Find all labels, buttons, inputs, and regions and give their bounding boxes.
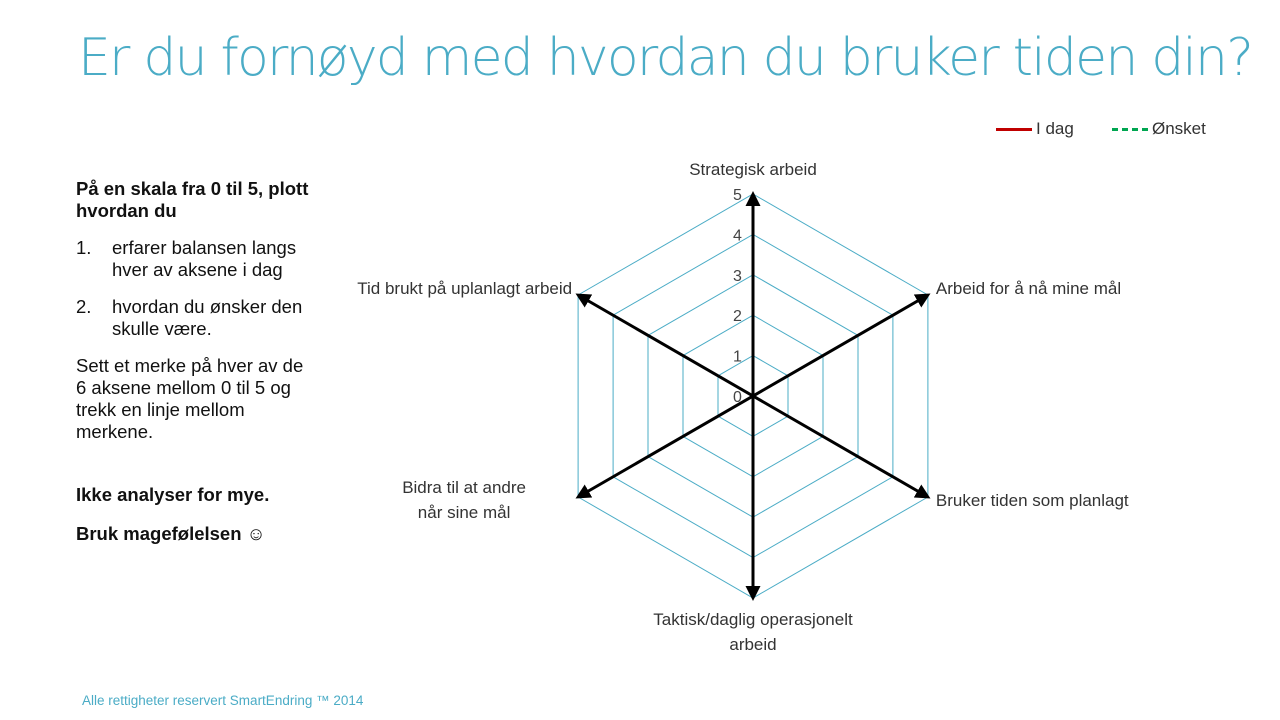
radar-scale-ticks xyxy=(733,187,742,406)
radar-axis-labels xyxy=(357,160,1129,654)
axis-label-line: når sine mål xyxy=(417,503,511,522)
axis-label-line: Strategisk arbeid xyxy=(689,160,817,179)
copyright-footer: Alle rettigheter reservert SmartEndring ™ 2014 xyxy=(82,693,364,708)
list-item-text: hvordan du ønsker den skulle være. xyxy=(112,296,303,339)
axis-label-line: arbeid xyxy=(729,635,777,654)
axis-label-line: Bidra til at andre xyxy=(402,478,526,497)
axis-label xyxy=(402,478,526,522)
list-item-number: 2. xyxy=(76,296,92,317)
legend-label-today: I dag xyxy=(1036,119,1074,138)
radar-axes xyxy=(578,194,928,598)
axis-label-line: Arbeid for å nå mine mål xyxy=(935,279,1122,298)
axis-label xyxy=(653,610,853,654)
tick-label: 1 xyxy=(733,348,742,366)
axis-label xyxy=(936,491,1129,510)
legend-label-desired: Ønsket xyxy=(1152,119,1206,138)
axis-label-line: Bruker tiden som planlagt xyxy=(935,491,1129,510)
tick-label: 4 xyxy=(733,227,742,245)
tick-label: 2 xyxy=(733,308,742,326)
list-item-text: erfarer balansen langs hver av aksene i dag xyxy=(112,237,297,280)
tick-label: 3 xyxy=(733,267,742,285)
tick-label: 0 xyxy=(733,389,742,406)
axis-label xyxy=(936,279,1121,298)
note-dont-overanalyze: Ikke analyser for mye. xyxy=(76,484,270,505)
axis-label xyxy=(357,279,572,298)
tick-label: 5 xyxy=(733,187,742,204)
slide-title: Er du fornøyd med hvordan du bruker tiden din? xyxy=(78,28,1253,88)
instructions-heading: På en skala fra 0 til 5, plott hvordan du xyxy=(76,178,309,221)
list-item-number: 1. xyxy=(76,237,92,258)
axis-label-line: Tid brukt på uplanlagt arbeid xyxy=(357,279,573,298)
note-gut-feeling: Bruk magefølelsen ☺ xyxy=(76,523,266,544)
axis-label-line: Taktisk/daglig operasjonelt xyxy=(653,610,853,629)
axis-label xyxy=(689,160,817,179)
instructions-paragraph: Sett et merke på hver av de 6 aksene mellom 0 til 5 og trekk en linje mellom merkene. xyxy=(76,355,304,442)
